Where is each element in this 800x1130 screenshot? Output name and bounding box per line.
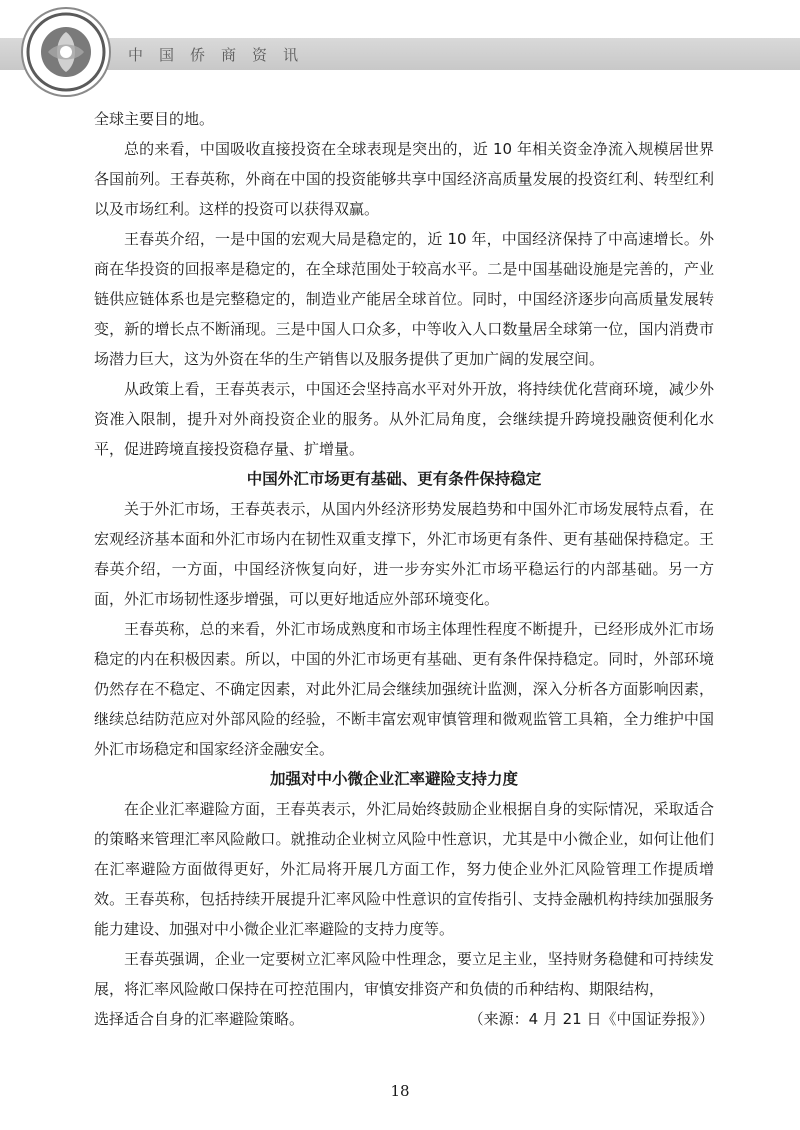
- paragraph-end: 选择适合自身的汇率避险策略。: [94, 1010, 305, 1028]
- header-title: 中国侨商资讯: [128, 46, 315, 64]
- paragraph: 全球主要目的地。: [94, 110, 215, 128]
- paragraph: 王春英称，总的来看，外汇市场成熟度和市场主体理性程度不断提升，已经形成外汇市场稳定的内在积极因素。所以，中国的外汇市场更有基础、更有条件保持稳定。同时，外部环境仍然存在不稳定、不确定因素，对此外汇局会继续加强统计监测，深入分析各方面影响因素，继续总结防范应对外部风险的经验，不断丰富宏观审慎管理和微观监管工具箱，全力维护中国外汇市场稳定和国家经济金融安全。: [94, 620, 714, 758]
- section-heading: 中国外汇市场更有基础、更有条件保持稳定: [246, 470, 542, 488]
- section-heading: 加强对中小微企业汇率避险支持力度: [269, 770, 518, 788]
- article-body: [94, 104, 714, 1034]
- paragraph: 关于外汇市场，王春英表示，从国内外经济形势发展趋势和中国外汇市场发展特点看，在宏观经济基本面和外汇市场内在韧性双重支撑下，外汇市场更有条件、更有基础保持稳定。王春英介绍，一方面，中国经济恢复向好，进一步夯实外汇市场平稳运行的内部基础。另一方面，外汇市场韧性逐步增强，可以更好地适应外部环境变化。: [94, 500, 714, 608]
- logo-emblem-icon: [20, 6, 112, 98]
- source-citation: （来源：4 月 21 日《中国证券报》）: [468, 1010, 714, 1028]
- paragraph: 从政策上看，王春英表示，中国还会坚持高水平对外开放，将持续优化营商环境，减少外资准入限制，提升对外商投资企业的服务。从外汇局角度，会继续提升跨境投融资便利化水平，促进跨境直接投资稳存量、扩增量。: [94, 380, 714, 458]
- paragraph: 在企业汇率避险方面，王春英表示，外汇局始终鼓励企业根据自身的实际情况，采取适合的策略来管理汇率风险敞口。就推动企业树立风险中性意识，尤其是中小微企业，如何让他们在汇率避险方面做得更好，外汇局将开展几方面工作，努力使企业外汇风险管理工作提质增效。王春英称，包括持续开展提升汇率风险中性意识的宣传指引、支持金融机构持续加强服务能力建设、加强对中小微企业汇率避险的支持力度等。: [94, 800, 714, 938]
- page-number: 18: [390, 1082, 410, 1100]
- paragraph: 王春英强调，企业一定要树立汇率风险中性理念，要立足主业，坚持财务稳健和可持续发展，将汇率风险敞口保持在可控范围内，审慎安排资产和负债的币种结构、期限结构，: [94, 950, 714, 998]
- paragraph: 王春英介绍，一是中国的宏观大局是稳定的，近 10 年，中国经济保持了中高速增长。外商在华投资的回报率是稳定的，在全球范围处于较高水平。二是中国基础设施是完善的，产业链供应链体系也是完整稳定的，制造业产能居全球首位。同时，中国经济逐步向高质量发展转变，新的增长点不断涌现。三是中国人口众多，中等收入人口数量居全球第一位，国内消费市场潜力巨大，这为外资在华的生产销售以及服务提供了更加广阔的发展空间。: [94, 230, 714, 368]
- paragraph: 总的来看，中国吸收直接投资在全球表现是突出的，近 10 年相关资金净流入规模居世界各国前列。王春英称，外商在中国的投资能够共享中国经济高质量发展的投资红利、转型红利以及市场红利。这样的投资可以获得双赢。: [94, 140, 714, 218]
- header-band: [0, 38, 800, 70]
- closing-line: [94, 1004, 714, 1034]
